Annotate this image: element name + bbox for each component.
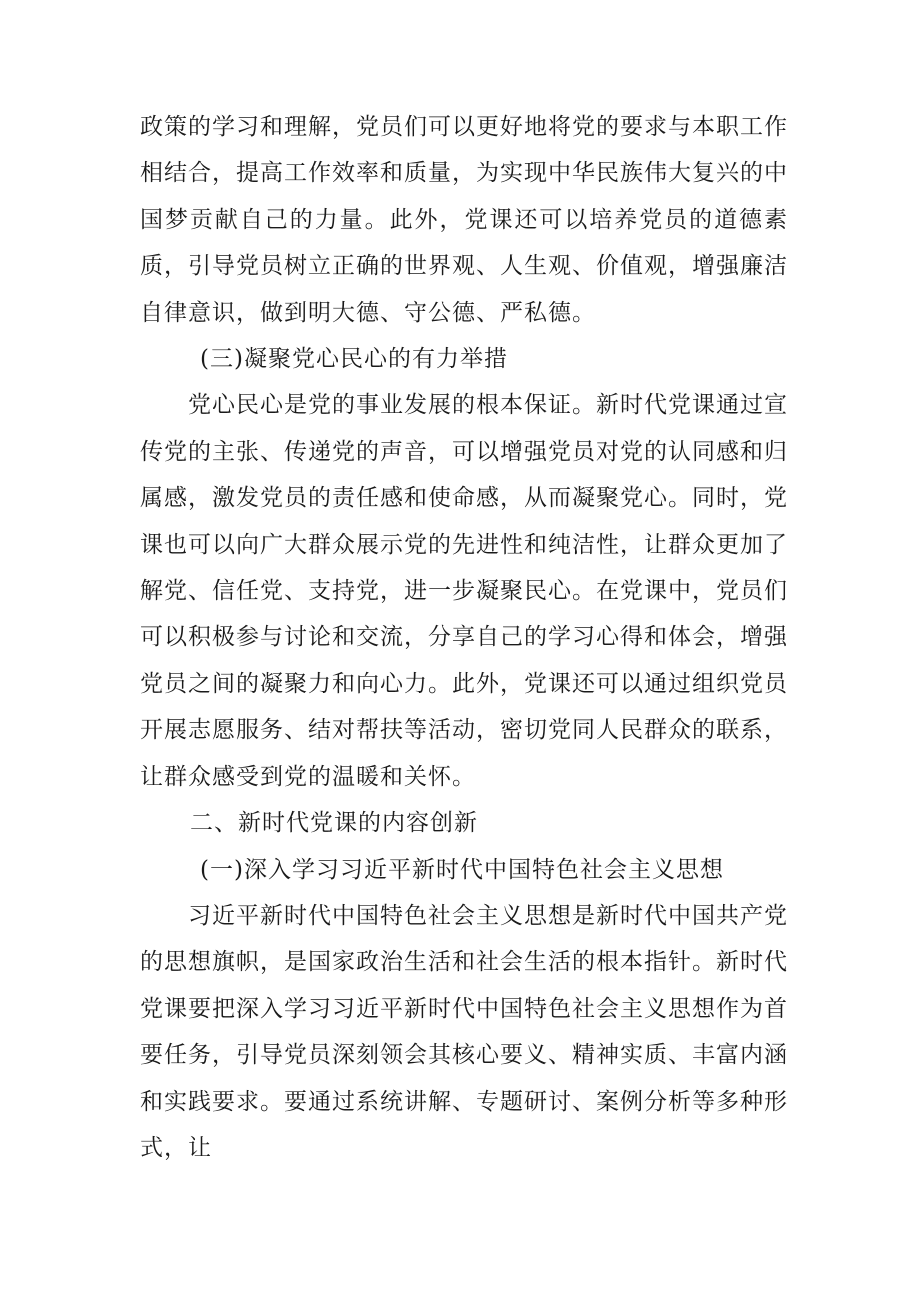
paragraph-study-thought: 习近平新时代中国特色社会主义思想是新时代中国共产党的思想旗帜，是国家政治生活和社会生活的根本指针。新时代党课要把深入学习习近平新时代中国特色社会主义思想作为首要任务，引导党员深刻领会其核心要义、精神实质、丰富内涵和实践要求。要通过系统讲解、专题研讨、案例分析等多种形式，让 xyxy=(140,902,788,1161)
paragraph-unite-party-and-people: 党心民心是党的事业发展的根本保证。新时代党课通过宣传党的主张、传递党的声音，可以增强党员对党的认同感和归属感，激发党员的责任感和使命感，从而凝聚党心。同时，党课也可以向广大群众展示党的先进性和纯洁性，让群众更加了解党、信任党、支持党，进一步凝聚民心。在党课中，党员们可以积极参与讨论和交流，分享自己的学习心得和体会，增强党员之间的凝聚力和向心力。此外，党课还可以通过组织党员开展志愿服务、结对帮扶等活动，密切党同人民群众的联系，让群众感受到党的温暖和关怀。 xyxy=(140,392,788,790)
paragraph-party-class-morality: 政策的学习和理解，党员们可以更好地将党的要求与本职工作相结合，提高工作效率和质量，为实现中华民族伟大复兴的中国梦贡献自己的力量。此外，党课还可以培养党员的道德素质，引导党员树立正确的世界观、人生观、价值观，增强廉洁自律意识，做到明大德、守公德、严私德。 xyxy=(140,114,788,326)
chapter-heading-content-innovation: 二、新时代党课的内容创新 xyxy=(190,810,478,837)
section-heading-study-thought: (一)深入学习习近平新时代中国特色社会主义思想 xyxy=(200,856,724,883)
section-heading-unite-hearts: (三)凝聚党心民心的有力举措 xyxy=(200,346,508,373)
document-page xyxy=(140,104,788,1171)
